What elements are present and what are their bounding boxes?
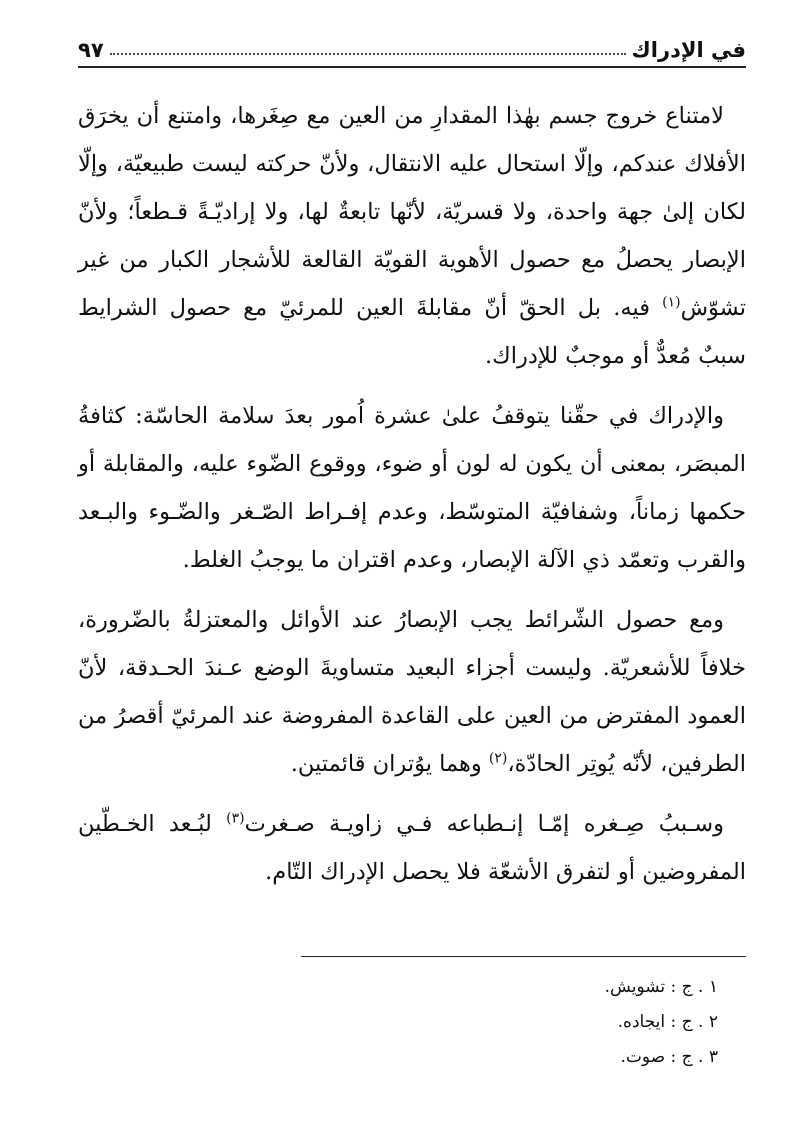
running-title: في الإدراك — [631, 38, 746, 62]
footnote: ٣ . ج : صوت. — [620, 1047, 718, 1067]
paragraph — [78, 800, 746, 896]
footnote-reference: (٣) — [226, 810, 245, 827]
paragraph-text: وهما يوُتران قائمتين. — [290, 751, 489, 777]
footnote: ١ . ج : تشويش. — [604, 977, 718, 997]
footnote-rule — [301, 956, 746, 957]
header-rule — [78, 66, 746, 68]
page-number: ٩٧ — [78, 38, 104, 62]
paragraph-text: والإدراك في حقّنا يتوقفُ علىٰ عشرة اُمور بعدَ سلامة الحاسّة: كثافةُ المبصَر، بمعنى أن يكون له لون أو ضوء، ووقوع الضّوء عليه، والمقابلة أو حكمها زماناً، وشفافيّة المتوسّط، وعدم إفـراط الصّـغر والضّـوء والبـعد والقرب وتعمّد ذي الآلة الإبصار، وعدم اقتران ما يوجبُ الغلط. — [78, 403, 746, 573]
paragraph-text: لبُـعد الخـطّين المفروضين أو لتفرق الأشعّة فلا يحصل الإدراك التّام. — [78, 811, 746, 885]
paragraph-text: لامتناع خروج جسم بهٰذا المقدارِ من العين مع صِغَرها، وامتنع أن يخرَق الأفلاك عندكم، وإلّا استحال عليه الانتقال، ولأنّ حركته ليست طبيعيّة، وإلّا لكان إلىٰ جهة واحدة، ولا قسريّة، لأنّها تابعةٌ لها، ولا إراديّـةً قـطعاً؛ ولأنّ الإبصار يحصلُ مع حصول الأهوية القويّة القالعة للأشجار الكبار من غير تشوّش — [78, 103, 746, 321]
main-text — [78, 92, 746, 908]
footnote: ٢ . ج : ايجاده. — [617, 1012, 718, 1032]
paragraph — [78, 392, 746, 584]
paragraph-text: ومع حصول الشّرائط يجب الإبصارُ عند الأوائل والمعتزلةُ بالضّرورة، خلافاً للأشعريّة. وليست أجزاء البعيد متساويةَ الوضع عـندَ الحـدقة، لأنّ العمود المفترض من العين على القاعدة المفروضة عند المرئيّ أقصرُ من الطرفين، لأنّه يُوتِر الحادّة، — [78, 607, 746, 777]
paragraph — [78, 596, 746, 788]
dotted-leader — [110, 53, 626, 55]
paragraph-text: فيه. بل الحقّ أنّ مقابلةَ العين للمرئيّ مع حصول الشرايط سببٌ مُعدٌّ أو موجبٌ للإدراك. — [78, 295, 746, 369]
footnote-reference: (٢) — [488, 750, 508, 767]
page-header — [78, 28, 746, 62]
footnotes — [605, 970, 718, 1075]
paragraph — [78, 92, 746, 380]
paragraph-text: وسـببُ صِـغره إمّـا إنـطباعه فـي زاويـة صـغرت — [244, 811, 724, 837]
footnote-reference: (١) — [662, 294, 681, 311]
